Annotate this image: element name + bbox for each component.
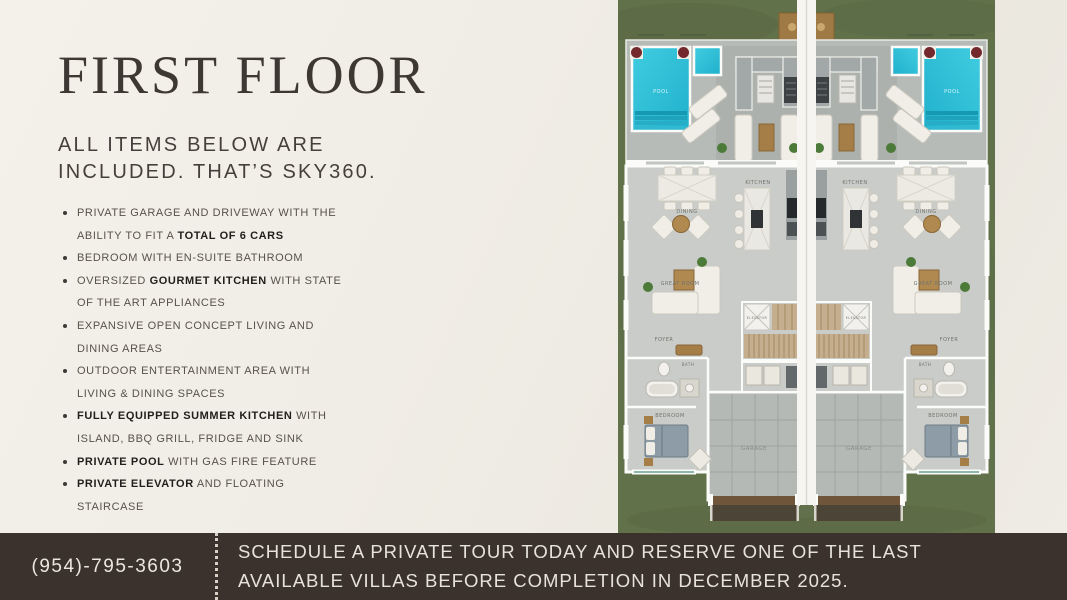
label-great-room-left: GREAT ROOM xyxy=(660,281,700,287)
label-pool-left: POOL xyxy=(653,89,669,95)
floor-plan xyxy=(618,0,995,533)
label-bath-left: BATH xyxy=(681,362,695,367)
feature-item: FULLY EQUIPPED SUMMER KITCHEN WITH ISLAND, BBQ GRILL, FRIDGE AND SINK xyxy=(58,405,350,450)
label-foyer-left: FOYER xyxy=(654,337,674,343)
footer-bar xyxy=(0,533,1067,600)
label-elevator-left: ELEVATOR xyxy=(746,316,768,320)
summer-kitchen xyxy=(736,57,799,110)
driveway xyxy=(708,494,800,521)
label-garage-right: GARAGE xyxy=(845,446,873,452)
floor-plan-image xyxy=(618,0,995,533)
label-foyer-right: FOYER xyxy=(939,337,959,343)
label-elevator-right: ELEVATOR xyxy=(845,316,867,320)
label-kitchen-right: KITCHEN xyxy=(842,180,868,186)
label-dining-right: DINING xyxy=(915,209,937,215)
label-great-room-right: GREAT ROOM xyxy=(913,281,953,287)
label-bedroom-right: BEDROOM xyxy=(928,413,958,419)
feature-item: OUTDOOR ENTERTAINMENT AREA WITH LIVING & DINING SPACES xyxy=(58,360,350,405)
label-bath-right: BATH xyxy=(918,362,932,367)
feature-item: PRIVATE POOL WITH GAS FIRE FEATURE xyxy=(58,451,350,474)
phone-number: (954)-795-3603 xyxy=(31,555,184,577)
feature-item: PRIVATE ELEVATOR AND FLOATING STAIRCASE xyxy=(58,473,350,518)
feature-item: PRIVATE GARAGE AND DRIVEWAY WITH THE ABILITY TO FIT A TOTAL OF 6 CARS xyxy=(58,202,350,247)
label-bedroom-left: BEDROOM xyxy=(655,413,685,419)
subtitle-line-2: INCLUDED. THAT’S SKY360. xyxy=(58,161,377,183)
page-title: FIRST FLOOR xyxy=(58,45,428,105)
feature-item: EXPANSIVE OPEN CONCEPT LIVING AND DINING AREAS xyxy=(58,315,350,360)
label-kitchen-left: KITCHEN xyxy=(745,180,771,186)
elevator-and-stairs xyxy=(742,302,799,360)
feature-item: OVERSIZED GOURMET KITCHEN WITH STATE OF THE ART APPLIANCES xyxy=(58,270,350,315)
spa xyxy=(694,47,721,75)
villa-unit xyxy=(624,34,801,521)
cta-text: SCHEDULE A PRIVATE TOUR TODAY AND RESERVE ONE OF THE LAST AVAILABLE VILLAS BEFORE COMPLETION IN DECEMBER 2025. xyxy=(238,541,922,591)
label-dining-left: DINING xyxy=(676,209,698,215)
dining-table xyxy=(658,167,716,210)
laundry xyxy=(742,362,799,392)
subtitle-line-1: ALL ITEMS BELOW ARE xyxy=(58,134,325,156)
subtitle xyxy=(58,132,618,186)
party-wall xyxy=(797,0,816,505)
feature-item: BEDROOM WITH EN-SUITE BATHROOM xyxy=(58,247,350,270)
label-garage-left: GARAGE xyxy=(740,446,768,452)
feature-list xyxy=(58,202,350,518)
label-pool-right: POOL xyxy=(944,89,960,95)
